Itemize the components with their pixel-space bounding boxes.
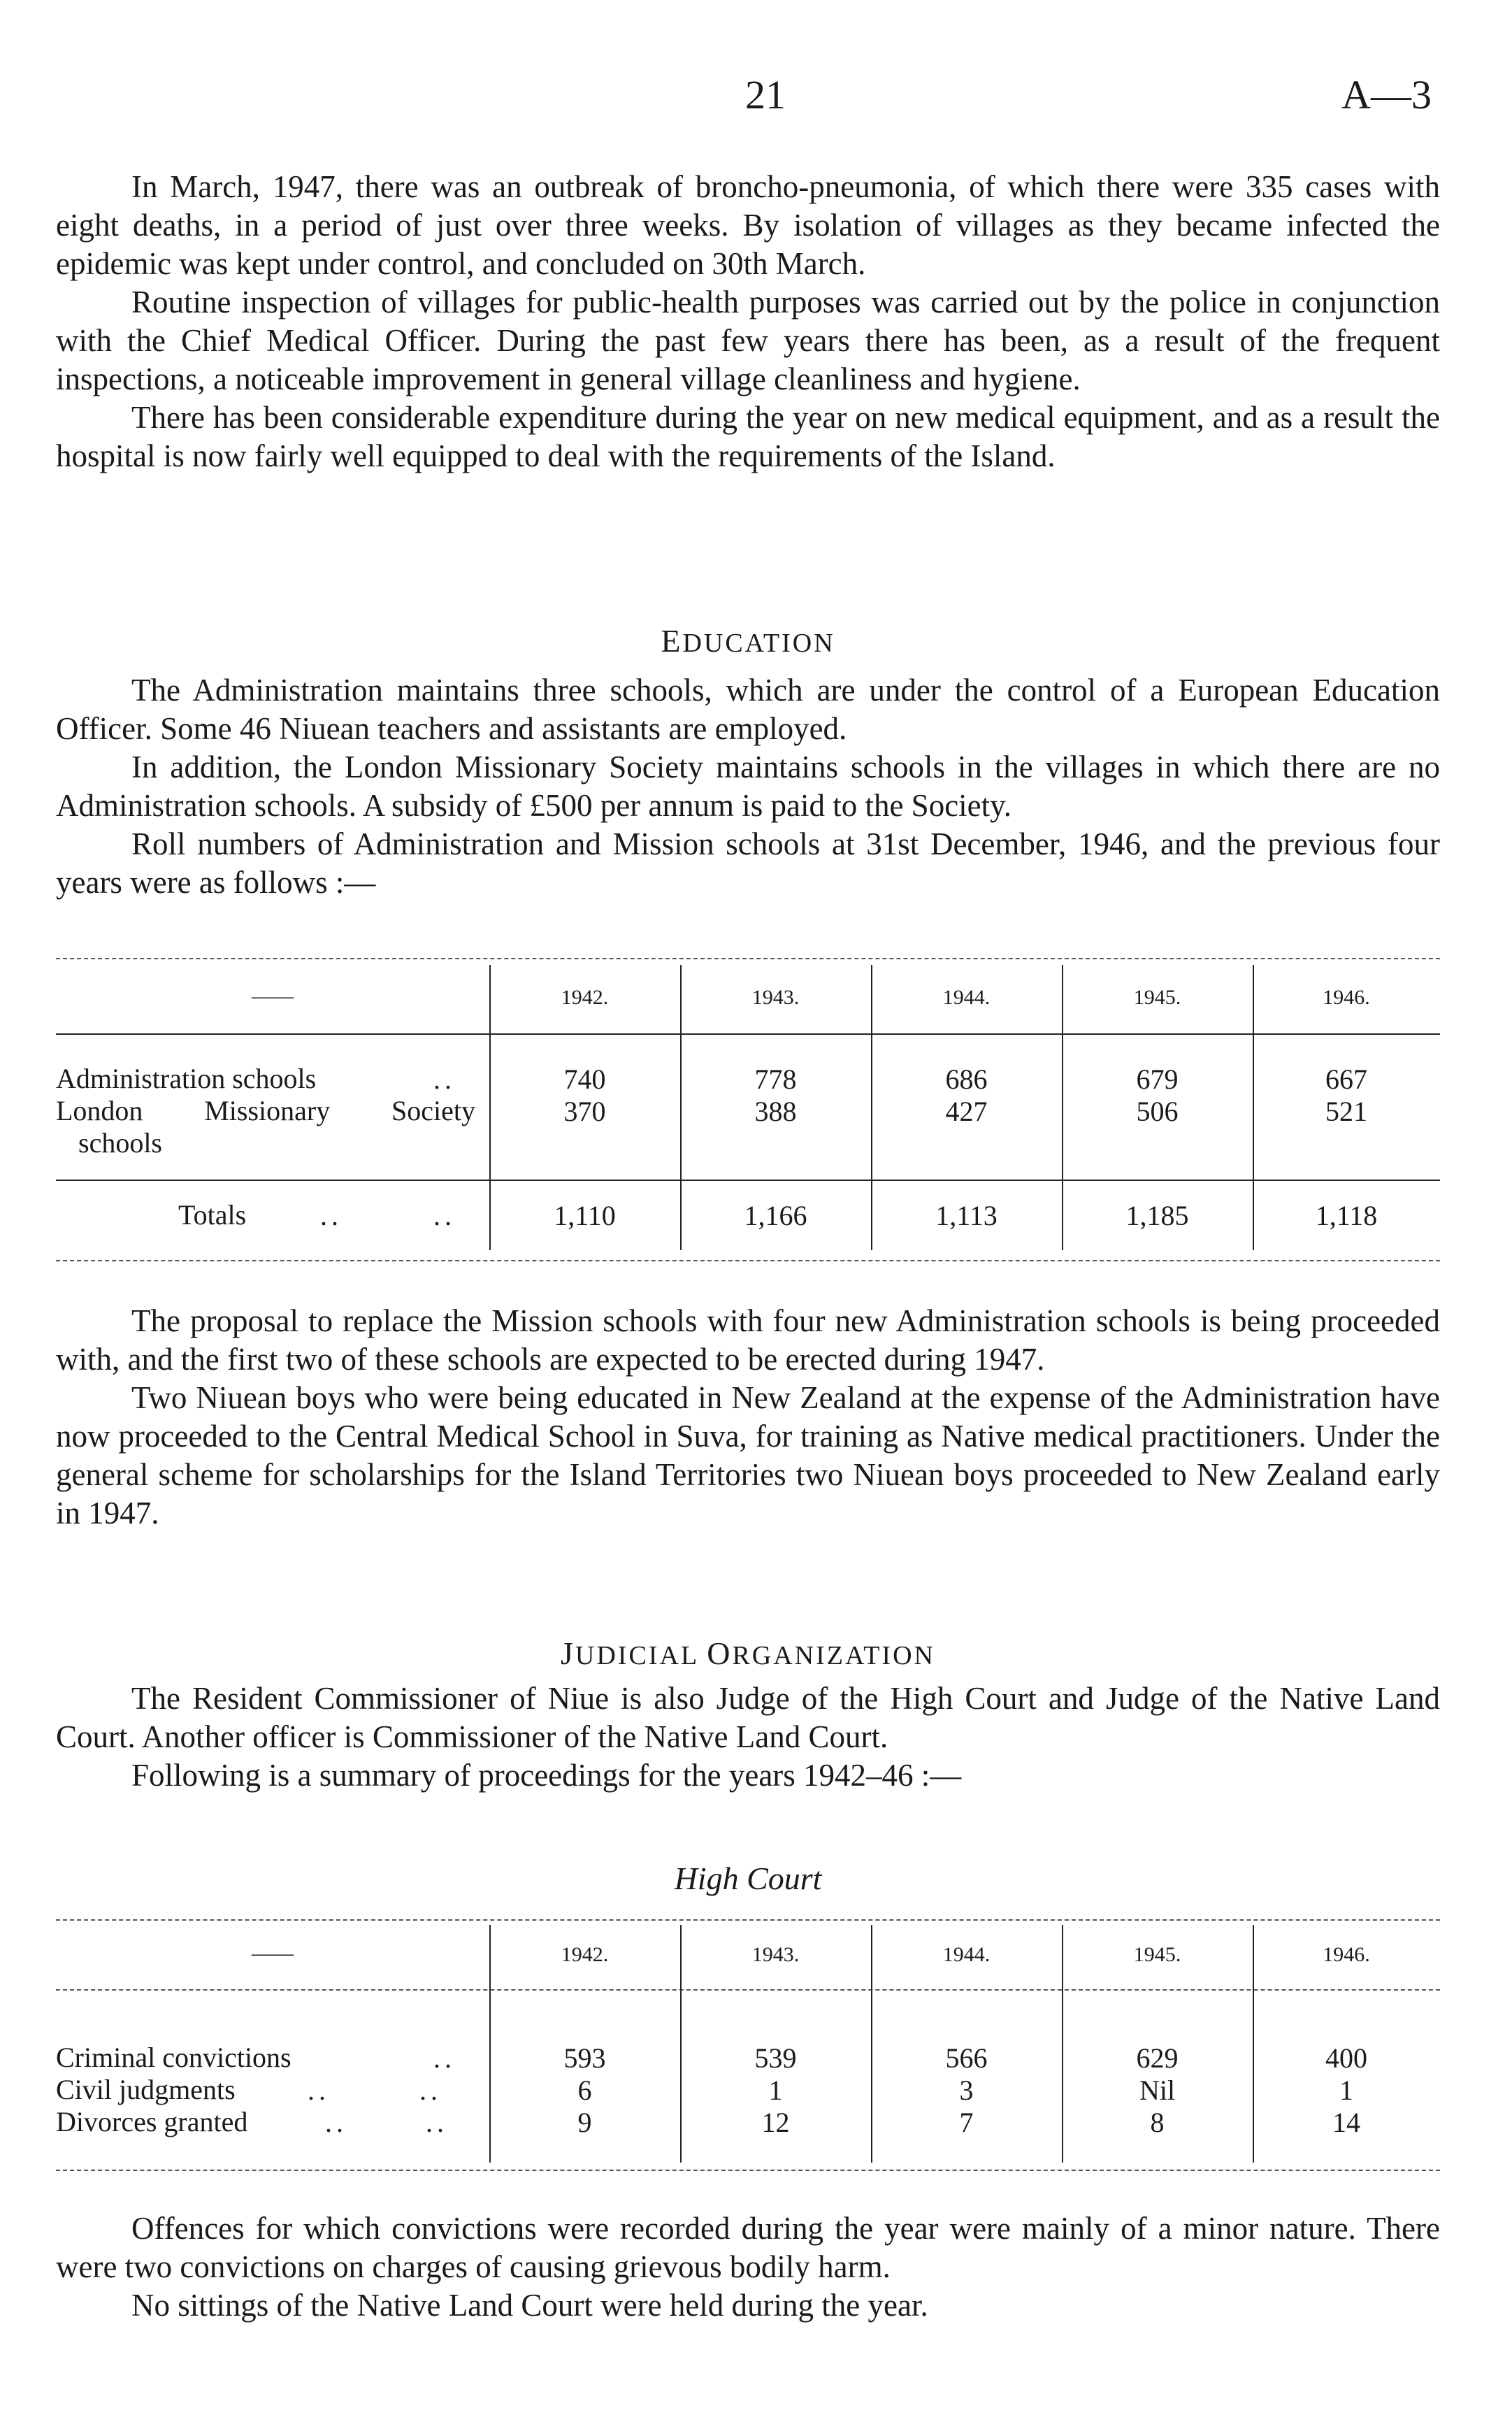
paragraph: No sittings of the Native Land Court were held during the year. [131, 2288, 928, 2323]
table-corner: —— [252, 1942, 294, 1965]
table-cell: 1,166 [744, 1200, 807, 1231]
health-section [56, 168, 1440, 475]
table-cell: 679 [1136, 1063, 1179, 1095]
table-cell: 740 [563, 1063, 606, 1095]
table-cell: 1 [768, 2074, 783, 2106]
table-cell: 1 [1339, 2074, 1353, 2106]
table-cell: 521 [1325, 1096, 1367, 1127]
table-cell: 539 [754, 2042, 797, 2074]
high-court-title: High Court [674, 1861, 822, 1896]
table-cell: 1,110 [554, 1200, 616, 1231]
table-cell: 388 [754, 1096, 797, 1127]
row-label: Civil judgments [56, 2074, 236, 2105]
school-roll-table [56, 958, 1440, 1266]
education-heading: EDUCATION [661, 623, 835, 659]
table-cell: Nil [1139, 2074, 1176, 2106]
row-label: Divorces granted [56, 2106, 248, 2137]
row-label: Administration schools [56, 1063, 317, 1094]
row-label: Criminal convictions [56, 2042, 291, 2073]
row-label: London Missionary Society [56, 1095, 475, 1126]
leader-dots: .. [320, 1200, 343, 1231]
education-section-continued [56, 1302, 1440, 1533]
leader-dots: .. [433, 1200, 456, 1231]
document-code: A—3 [1341, 72, 1432, 117]
paragraph: Offences for which convictions were recorded during the year were mainly of a minor nature. There were two convictions on charges of causing grievous bodily harm. [56, 2211, 1440, 2284]
column-header: 1944. [942, 986, 991, 1009]
table-cell: 6 [577, 2074, 592, 2106]
paragraph: In addition, the London Missionary Society maintains schools in the villages in which there are no Administration schools. A subsidy of £500 per annum is paid to the Society. [56, 750, 1440, 823]
paragraph: Following is a summary of proceedings for the years 1942–46 :— [131, 1758, 962, 1793]
leader-dots: .. [433, 2042, 456, 2074]
table-cell: 8 [1150, 2107, 1165, 2138]
paragraph: There has been considerable expenditure during the year on new medical equipment, and as a result the hospital is now fairly well equipped to deal with the requirements of the Island. [56, 400, 1440, 473]
column-header: 1942. [561, 1943, 609, 1966]
column-header: 1943. [751, 986, 800, 1009]
column-header: 1945. [1133, 1943, 1181, 1966]
education-section [56, 671, 1440, 902]
table-cell: 9 [577, 2107, 592, 2138]
table-cell: 593 [563, 2042, 606, 2074]
table-cell: 506 [1136, 1096, 1179, 1127]
table-cell: 370 [563, 1096, 606, 1127]
table-cell: 427 [945, 1096, 988, 1127]
paragraph: In March, 1947, there was an outbreak of broncho-pneumonia, of which there were 335 cases with eight deaths, in a period of just over three weeks. By isolation of villages as they became infected the epidemic was kept under control, and concluded on 30th March. [56, 169, 1440, 281]
page-number: 21 [745, 72, 786, 117]
column-header: 1946. [1323, 986, 1370, 1009]
paragraph: The Administration maintains three schools, which are under the control of a European Education Officer. Some 46 Niuean teachers and assistants are employed. [56, 673, 1440, 746]
paragraph: The Resident Commissioner of Niue is also Judge of the High Court and Judge of the Native Land Court. Another officer is Commissioner of the Native Land Court. [56, 1681, 1440, 1754]
table-cell: 1,118 [1315, 1200, 1378, 1231]
table-cell: 12 [761, 2107, 790, 2138]
column-header: 1942. [561, 986, 609, 1009]
paragraph: The proposal to replace the Mission schools with four new Administration schools is being proceeded with, and the first two of these schools are expected to be erected during 1947. [56, 1303, 1440, 1377]
table-cell: 778 [754, 1063, 797, 1095]
judicial-section-continued [56, 2209, 1440, 2325]
totals-label: Totals [178, 1199, 247, 1231]
table-cell: 629 [1136, 2042, 1179, 2074]
judicial-section [56, 1679, 1440, 1795]
leader-dots: .. [433, 1063, 456, 1095]
judicial-heading: JUDICIAL ORGANIZATION [561, 1635, 935, 1671]
table-cell: 400 [1325, 2042, 1367, 2074]
table-cell: 1,113 [935, 1200, 998, 1231]
table-cell: 667 [1325, 1063, 1367, 1095]
table-cell: 686 [945, 1063, 988, 1095]
table-cell: 3 [959, 2074, 974, 2106]
column-header: 1943. [751, 1943, 800, 1966]
table-cell: 1,185 [1125, 1200, 1189, 1231]
table-cell: 14 [1332, 2107, 1360, 2138]
paragraph: Routine inspection of villages for public-health purposes was carried out by the police in conjunction with the Chief Medical Officer. During the past few years there has been, as a result of the frequent inspections, a noticeable improvement in general village cleanliness and hygiene. [56, 285, 1440, 396]
column-header: 1945. [1133, 986, 1181, 1009]
column-header: 1946. [1323, 1943, 1370, 1966]
row-label-continued: schools [78, 1127, 162, 1159]
high-court-table [56, 1919, 1440, 2178]
table-corner: —— [252, 984, 294, 1008]
table-cell: 7 [959, 2107, 974, 2138]
paragraph: Roll numbers of Administration and Mission schools at 31st December, 1946, and the previous four years were as follows :— [56, 826, 1440, 900]
leader-dots: .. .. [308, 2074, 442, 2106]
paragraph: Two Niuean boys who were being educated in New Zealand at the expense of the Administration have now proceeded to the Central Medical School in Suva, for training as Native medical practitioners. Under the general scheme for scholarships for the Island Territories two Niuean boys proceeded to New Zealand early in 1947. [56, 1380, 1440, 1531]
column-header: 1944. [942, 1943, 991, 1966]
leader-dots: .. .. [325, 2107, 448, 2138]
table-cell: 566 [945, 2042, 988, 2074]
